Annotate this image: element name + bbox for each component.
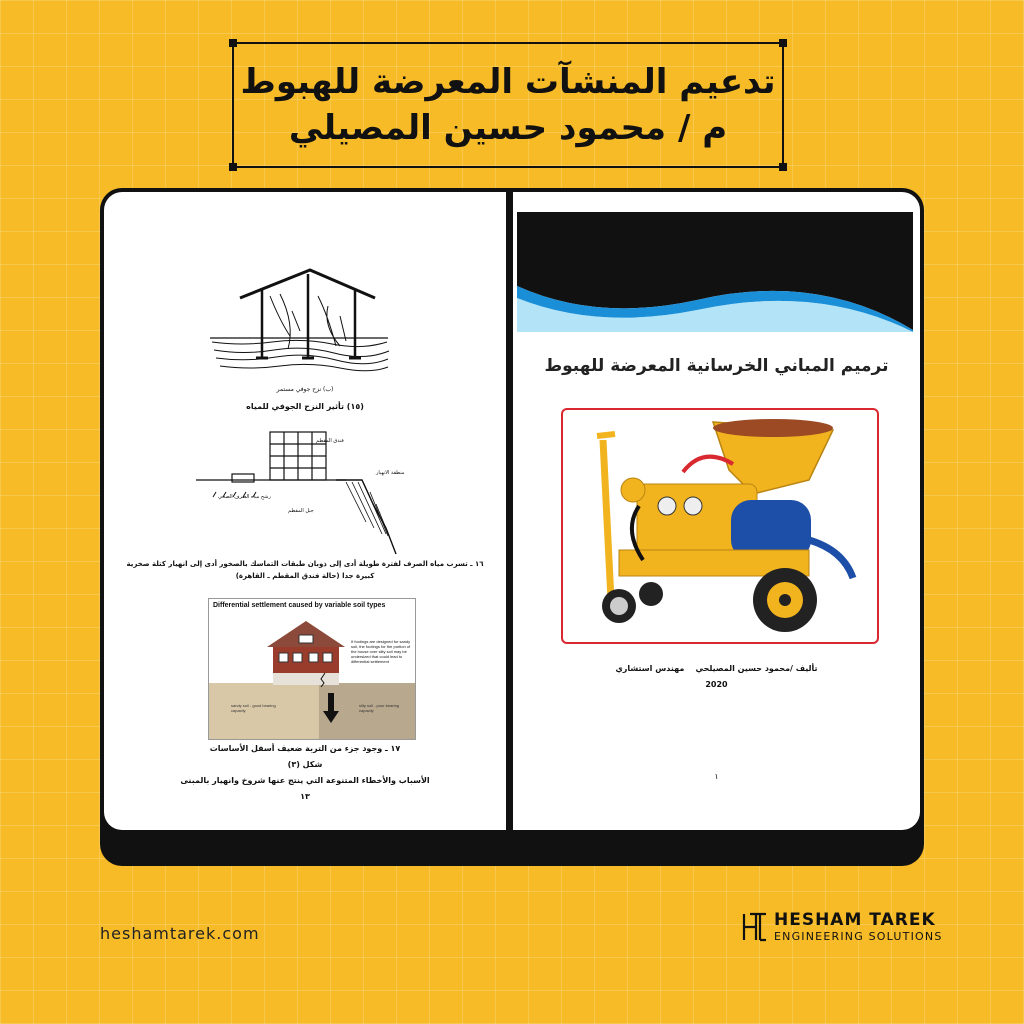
brand-subtitle: ENGINEERING SOLUTIONS — [774, 930, 943, 943]
down-arrow-icon — [323, 693, 339, 725]
figure-1-caption: (١٥) تأثير النزح الجوفي للمياه — [246, 402, 364, 411]
website-link[interactable]: heshamtarek.com — [100, 924, 260, 943]
publication-year: 2020 — [705, 680, 728, 689]
house-settlement-figure — [200, 266, 390, 378]
differential-settlement-figure — [208, 598, 416, 740]
figure-2-caption: ١٦ ـ تسرب مياه الصرف لفترة طويلة أدى إلى ذوبان طبقات التماسك بالصخور أدى إلى انهيار كتلة صخرية كبيرة جدا (حالة فندق المقطم ـ القاهرة) — [126, 560, 484, 580]
figure-label: شكل (٣) — [287, 760, 323, 769]
figure-3-title: Differential settlement caused by variable soil types — [213, 602, 386, 609]
machine-photo — [561, 408, 879, 644]
label-mountain: جبل المقطم — [288, 508, 314, 514]
figure-3-caption: ١٧ ـ وجود جزء من التربة ضعيف أسفل الأساسات — [209, 744, 401, 753]
figure-3-note: If footings are designed for sandy soil, the footings for the portion of the house over silty soil may be undersized that could lead to differential settlement — [351, 639, 411, 664]
corner-marker — [229, 163, 237, 171]
author-line: تأليف /محمود حسين المصيلحي مهندس استشاري — [615, 664, 818, 673]
corner-marker — [779, 163, 787, 171]
section-caption: الأسباب والأخطاء المتنوعة التي ينتج عنها شروخ وانهيار بالمبنى — [180, 776, 430, 785]
corner-marker — [229, 39, 237, 47]
title-box — [232, 42, 784, 168]
cover-title: ترميم المباني الخرسانية المعرضة للهبوط — [544, 356, 889, 376]
title-line-2: م / محمود حسين المصيلي — [288, 108, 728, 148]
shotcrete-machine-illustration — [563, 410, 877, 642]
brand-block — [742, 910, 943, 943]
right-page — [513, 192, 920, 830]
corner-marker — [779, 39, 787, 47]
brand-text — [774, 910, 943, 943]
left-page-number: ١٣ — [300, 792, 310, 801]
house-icon — [265, 617, 347, 687]
hotel-collapse-figure — [196, 426, 426, 556]
figure-1-sublabel: (ب) نزح جوفي مستمر — [276, 386, 334, 393]
label-collapse-zone: منطقة الانهيار — [376, 470, 405, 476]
right-page-number: ١ — [714, 772, 719, 781]
book-spread — [100, 188, 924, 834]
label-sewer: رشح مياه الصرف الصحي — [218, 494, 271, 500]
soil-right-label: silty soil - poor bearing capacity — [359, 703, 400, 713]
soil-left-label: sandy soil - good bearing capacity — [231, 703, 276, 713]
title-line-1: تدعيم المنشآت المعرضة للهبوط — [240, 62, 776, 102]
hesham-tarek-logo-icon — [742, 912, 768, 942]
brand-name: HESHAM TAREK — [774, 910, 936, 930]
label-hotel: فندق المقطم — [316, 438, 344, 444]
left-page — [104, 192, 506, 830]
cover-swoosh-banner — [517, 212, 913, 332]
